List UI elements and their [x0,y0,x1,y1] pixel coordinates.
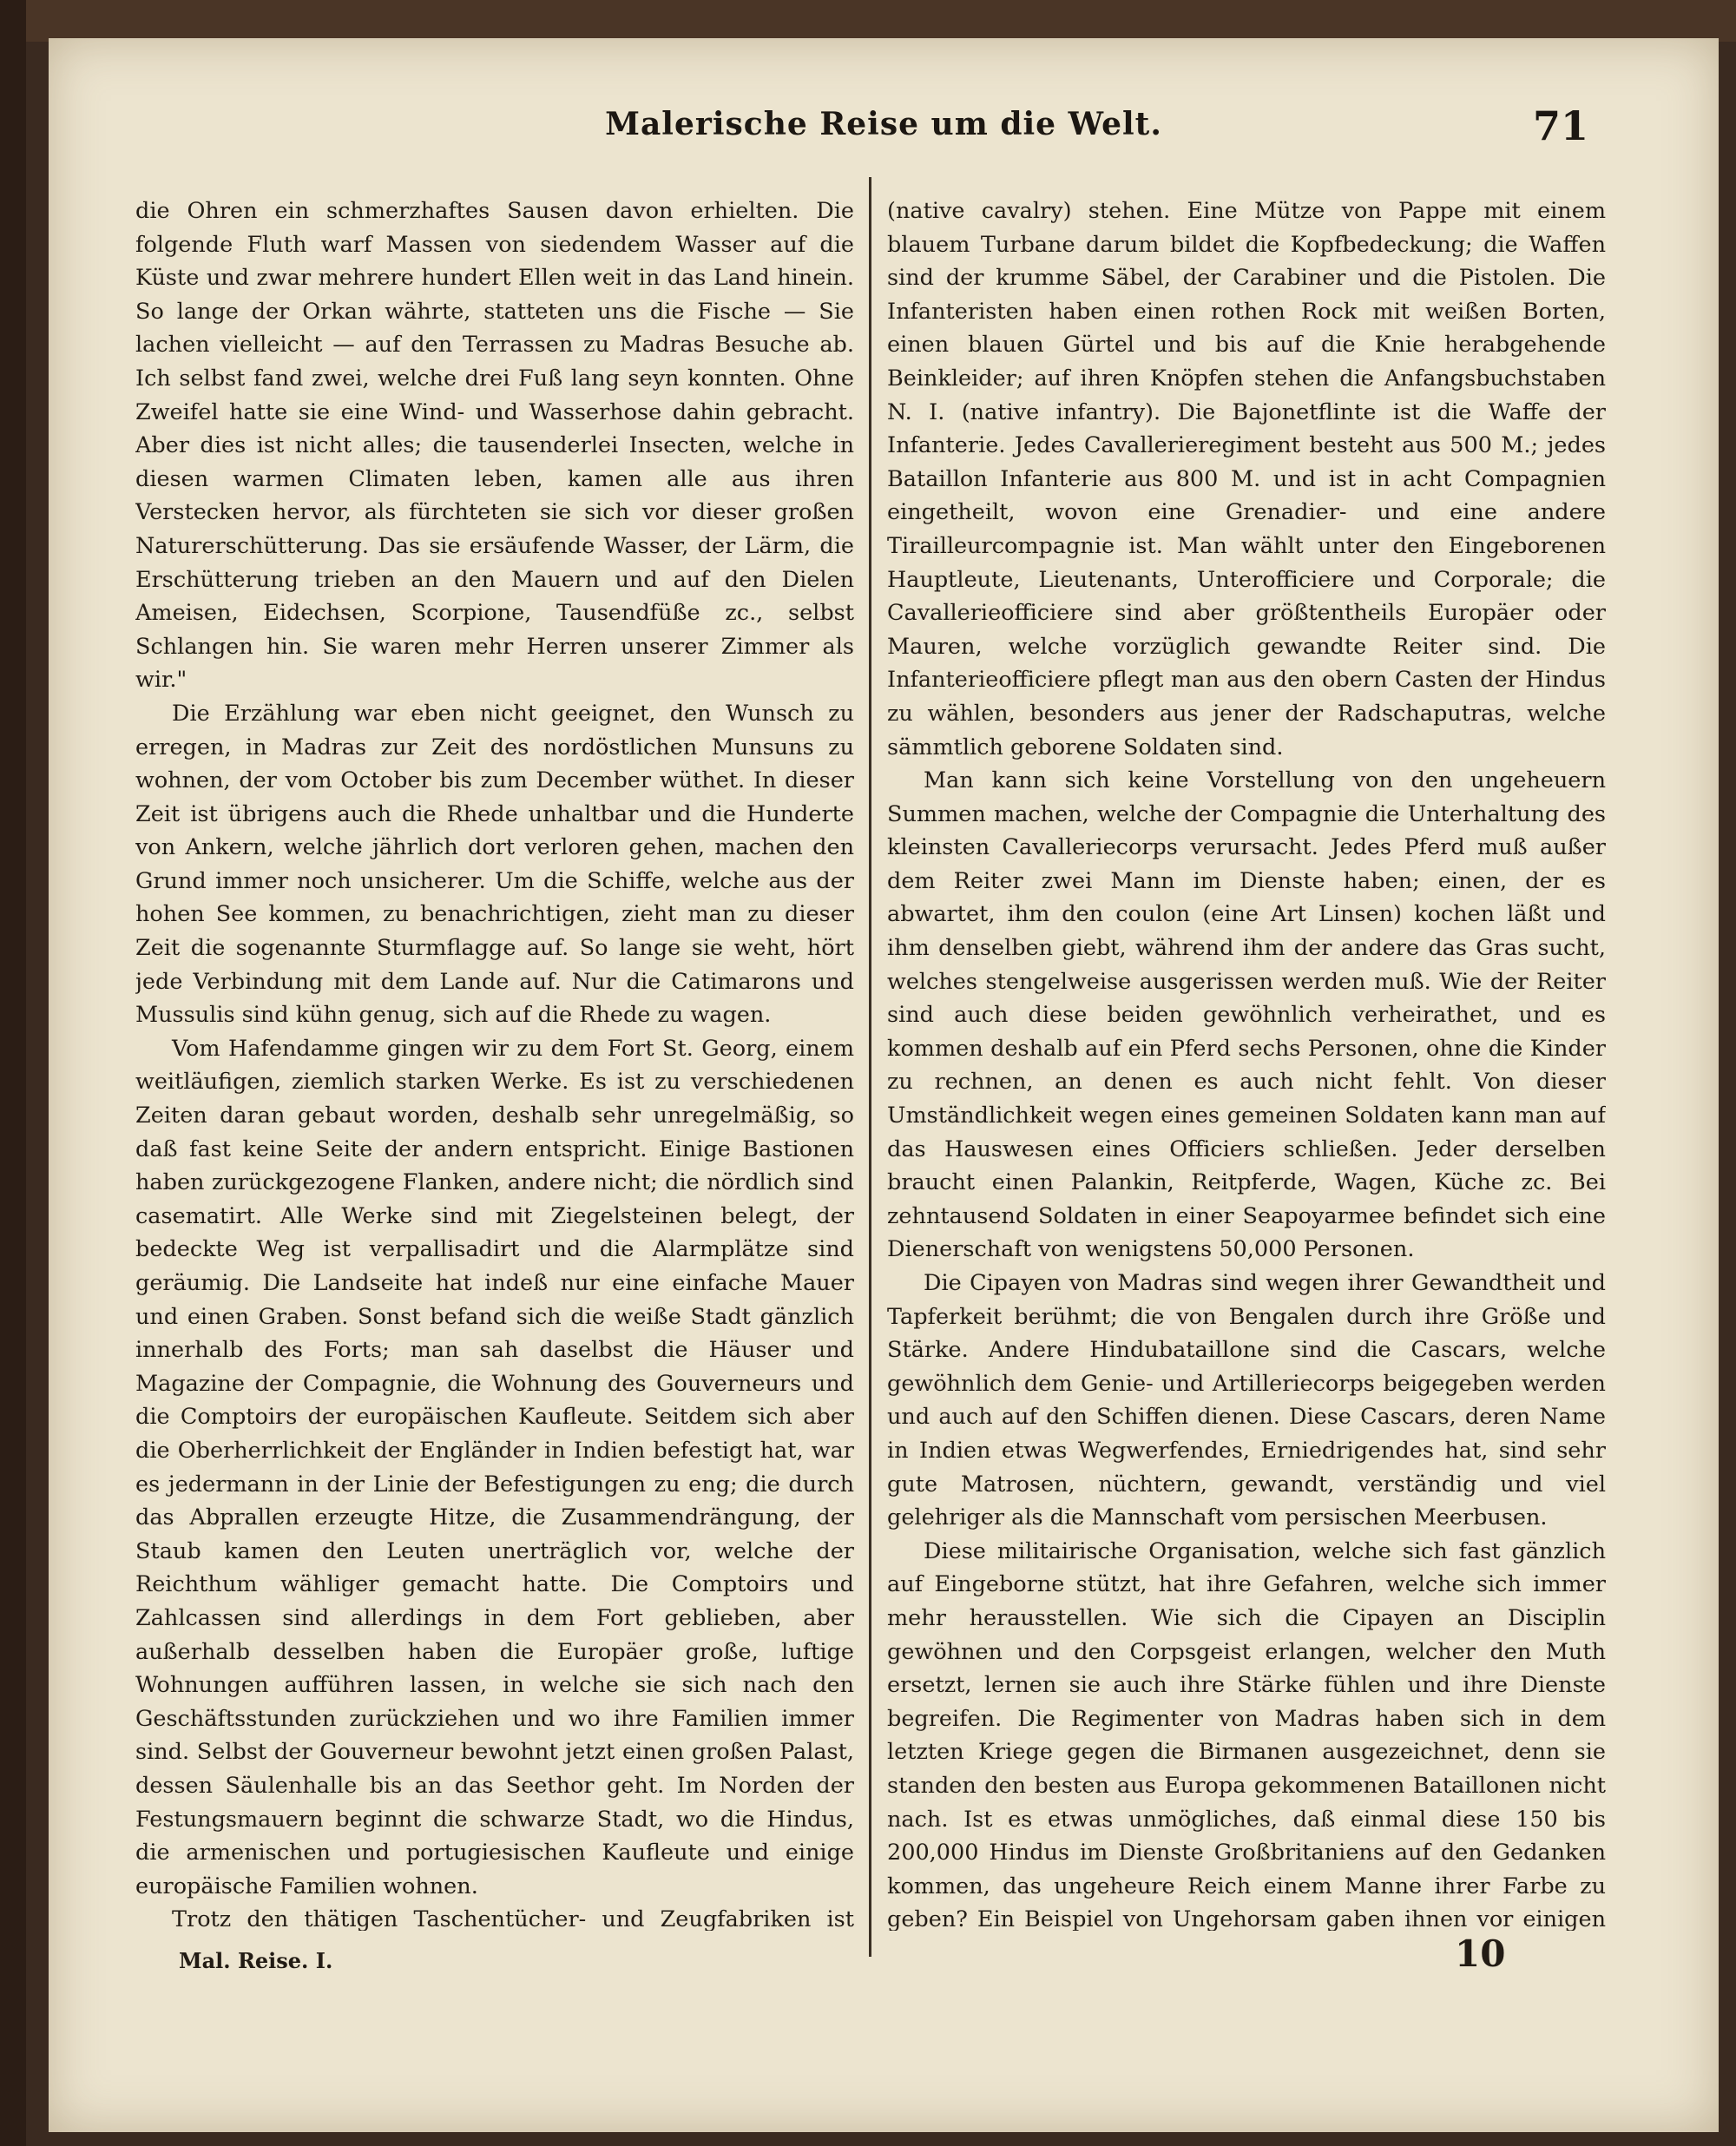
page-number: 71 [1532,102,1588,149]
paragraph: Man kann sich keine Vorstellung von den ungeheuern Summen machen, welche der Compagnie die Unterhaltung des kleinsten Cavalleriecorps verursacht. Jedes Pferd muß außer dem Reiter zwei Mann im Dienste haben; einen, der es abwartet, ihm den coulon (eine Art Linsen) kochen läßt und ihm denselben giebt, während ihm der andere das Gras sucht, welches stengelweise ausgerissen werden muß. Wie der Reiter sind auch diese beiden gewöhnlich verheirathet, und es kommen deshalb auf ein Pferd sechs Personen, ohne die Kinder zu rechnen, an denen es auch nicht fehlt. Von dieser Umständlichkeit wegen eines gemeinen Soldaten kann man auf das Hauswesen eines Officiers schließen. Jeder derselben braucht einen Palankin, Reitpferde, Wagen, Küche zc. Bei zehntausend Soldaten in einer Seapoyarmee befindet sich eine Dienerschaft von wenigstens 50,000 Personen. [887,767,1606,1263]
paragraph: Vom Hafendamme gingen wir zu dem Fort St. Georg, einem weitläufigen, ziemlich starken Werke. Es ist zu verschiedenen Zeiten daran gebaut worden, deshalb sehr unregelmäßig, so daß fast keine Seite der andern entspricht. Einige Bastionen haben zurückgezogene Flanken, andere nicht; die nördlich sind casematirt. Alle Werke sind mit Ziegelsteinen belegt, der bedeckte Weg ist verpallisadirt und die Alarmplätze sind geräumig. Die Landseite hat indeß nur eine einfache Mauer und einen Graben. Sonst befand sich die weiße Stadt gänzlich innerhalb des Forts; man sah daselbst die Häuser und Magazine der Compagnie, die Wohnung des Gouverneurs und die Comptoirs der europäischen Kaufleute. Seitdem sich aber die Oberherrlichkeit der Engländer in Indien befestigt hat, war es jedermann in der Linie der Befestigungen zu eng; die durch das Abprallen erzeugte Hitze, die Zusammendrängung, der Staub kamen den Leuten unerträglich vor, welche der Reichthum wähliger gemacht hatte. Die Comptoirs und Zahlcassen sind allerdings in dem Fort geblieben, aber außerhalb desselben haben die Europäer große, luftige Wohnungen aufführen lassen, in welche sie sich nach den Geschäftsstunden zurückziehen und wo ihre Familien immer sind. Selbst der Gouverneur bewohnt jetzt einen großen Palast, dessen Säulenhalle bis an das Seethor geht. Im Norden der Festungsmauern beginnt die schwarze Stadt, wo die Hindus, die armenischen und portugiesischen Kaufleute und einige europäische Familien wohnen. [135,1035,854,1899]
paragraph: Diese militairische Organisation, welche sich fast gänzlich auf Eingeborne stützt, hat ihre Gefahren, welche sich immer mehr herausstellen. Wie sich die Cipayen an Disciplin gewöhnen und den Corpsgeist erlangen, welcher den Muth ersetzt, lernen sie auch ihre Stärke fühlen und ihre Dienste begreifen. Die Regimenter von Madras haben sich in dem letzten Kriege gegen die Birmanen ausgezeichnet, denn sie standen den besten aus Europa gekommenen Bataillonen nicht nach. Ist es etwas unmögliches, daß einmal diese 150 bis 200,000 Hindus im Dienste Großbritaniens auf den Gedanken kommen, das ungeheure Reich einem Manne ihrer Farbe zu geben? Ein Beispiel von Ungehorsam gaben ihnen vor einigen [887,1537,1606,1931]
running-title: Malerische Reise um die Welt. [605,106,1162,142]
book-top-edge [0,0,1736,42]
column-divider [869,177,871,1957]
paragraph: (native cavalry) stehen. Eine Mütze von Pappe mit einem blauem Turbane darum bildet die Kopfbedeckung; die Waffen sind der krumme Säbel, der Carabiner und die Pistolen. Die Infanteristen haben einen rothen Rock mit weißen Borten, einen blauen Gürtel und bis auf die Knie herabgehende Beinkleider; auf ihren Knöpfen stehen die Anfangsbuchstaben N. I. (native infantry). Die Bajonetflinte ist die Waffe der Infanterie. Jedes Cavallerieregiment besteht aus 500 M.; jedes Bataillon Infanterie aus 800 M. und ist in acht Compagnien eingetheilt, wovon eine Grenadier- und eine andere Tirailleurcompagnie ist. Man wählt unter den Eingeborenen Hauptleute, Lieutenants, Unterofficiere und Corporale; die Cavallerieofficiere sind aber größtentheils Europäer oder Mauren, welche vorzüglich gewandte Reiter sind. Die Infanterieofficiere pflegt man aus den obern Casten der Hindus zu wählen, besonders aus jener der Radschaputras, welche sämmtlich geborene Soldaten sind. [887,198,1606,760]
text-column-right [887,194,1606,1931]
book-page [49,38,1719,2132]
paragraph: Trotz den thätigen Taschentücher- und Zeugfabriken ist [172,1906,854,1931]
signature-mark: Mal. Reise. I. [179,1948,333,1973]
text-column-left [135,194,854,1931]
paragraph: die Ohren ein schmerzhaftes Sausen davon erhielten. Die folgende Fluth warf Massen von siedendem Wasser auf die Küste und zwar mehrere hundert Ellen weit in das Land hinein. So lange der Orkan währte, statteten uns die Fische — Sie lachen vielleicht — auf den Terrassen zu Madras Besuche ab. Ich selbst fand zwei, welche drei Fuß lang seyn konnten. Ohne Zweifel hatte sie eine Wind- und Wasserhose dahin gebracht. Aber dies ist nicht alles; die tausenderlei Insecten, welche in diesen warmen Climaten leben, kamen alle aus ihren Verstecken hervor, als fürchteten sie sich vor dieser großen Naturerschütterung. Das sie ersäufende Wasser, der Lärm, die Erschütterung trieben an den Mauern und auf den Dielen Ameisen, Eidechsen, Scorpione, Tausendfüße zc., selbst Schlangen hin. Sie waren mehr Herren unserer Zimmer als wir." [135,198,854,694]
book-spine [0,0,26,2146]
paragraph: Die Cipayen von Madras sind wegen ihrer Gewandtheit und Tapferkeit berühmt; die von Bengalen durch ihre Größe und Stärke. Andere Hindubataillone sind die Cascars, welche gewöhnlich dem Genie- und Artilleriecorps beigegeben werden und auch auf den Schiffen dienen. Diese Cascars, deren Name in Indien etwas Wegwerfendes, Erniedrigendes hat, sind sehr gute Matrosen, nüchtern, gewandt, verständig und viel gelehriger als die Mannschaft vom persischen Meerbusen. [887,1270,1606,1531]
paragraph: Die Erzählung war eben nicht geeignet, den Wunsch zu erregen, in Madras zur Zeit des nordöstlichen Munsuns zu wohnen, der vom October bis zum December wüthet. In dieser Zeit ist übrigens auch die Rhede unhaltbar und die Hunderte von Ankern, welche jährlich dort verloren gehen, machen den Grund immer noch unsicherer. Um die Schiffe, welche aus der hohen See kommen, zu benachrichtigen, zieht man zu dieser Zeit die sogenannte Sturmflagge auf. So lange sie weht, hört jede Verbindung mit dem Lande auf. Nur die Catimarons und Mussulis sind kühn genug, sich auf die Rhede zu wagen. [135,700,854,1029]
page-header [49,101,1719,170]
sheet-number: 10 [1455,1932,1506,1975]
